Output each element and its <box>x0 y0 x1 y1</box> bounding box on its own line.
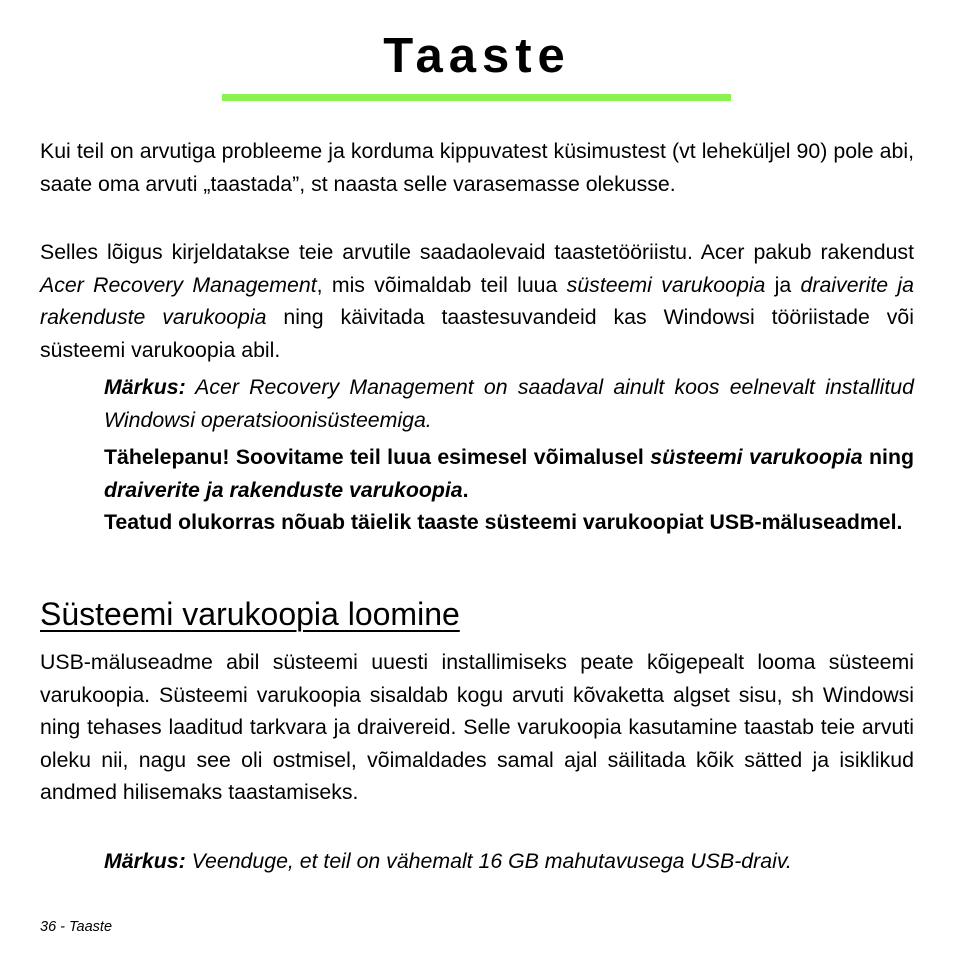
title-underline-bar <box>222 94 731 101</box>
intro-paragraph-1: Kui teil on arvutiga probleeme ja korduma kippuvatest küsimustest (vt leheküljel 90) pole abi, saate oma arvuti „taastada”, st naasta selle varasemasse olekusse. <box>40 139 914 196</box>
page-title: Taaste <box>383 29 571 83</box>
p2-text-e: ja <box>765 272 801 297</box>
p2-text-g: ning käivitada taastesuvandeid kas Windowsi tööriistade või süsteemi varukoopia abil. <box>40 305 914 362</box>
warning-text-e: . <box>462 477 469 502</box>
note-label: Märkus: <box>104 849 186 873</box>
page-footer: 36 - Taaste <box>40 919 113 935</box>
p2-text-a: Selles lõigus kirjeldatakse teie arvutile saadaolevaid taastetööriistu. Acer pakub rakendust <box>40 240 914 264</box>
note-text: Veenduge, et teil on vähemalt 16 GB mahutavusega USB-draiv. <box>185 849 792 873</box>
note-availability <box>104 371 914 436</box>
p2-system-backup: süsteemi varukoopia <box>566 272 766 297</box>
note-text: Acer Recovery Management on saadaval ainult koos eelnevalt installitud Windowsi operatsioonisüsteemiga. <box>104 375 914 432</box>
p2-drivers-backup: draiverite ja rakenduste varukoopia <box>40 272 914 329</box>
section-heading: Süsteemi varukoopia loomine <box>40 596 460 632</box>
p2-text-c: , mis võimaldab teil luua <box>316 272 567 297</box>
warning-backup <box>104 441 914 506</box>
section-body: USB-mäluseadme abil süsteemi uuesti installimiseks peate kõigepealt looma süsteemi varukoopia. Süsteemi varukoopia sisaldab kogu arvuti kõvaketta algset sisu, sh Windowsi ning tehases laaditud tarkvara ja draivereid. Selle varukoopia kasutamine taastab teie arvuti oleku nii, nagu see oli ostmisel, võimaldades samal ajal säilitada kõik sätted ja isiklikud andmed hilisemaks taastamiseks. <box>40 650 914 804</box>
warning-text-a: Tähelepanu! Soovitame teil luua esimesel võimalusel <box>104 445 651 469</box>
note-label: Märkus: <box>104 375 186 399</box>
intro-paragraph-2 <box>40 236 914 366</box>
warning-usb: Teatud olukorras nõuab täielik taaste süsteemi varukoopiat USB-mäluseadmel. <box>104 510 903 534</box>
warning-text-c: ning <box>862 445 914 469</box>
note-usb-capacity <box>104 845 914 878</box>
p2-app-name: Acer Recovery Management <box>40 272 317 297</box>
warning-drivers-backup: draiverite ja rakenduste varukoopia <box>104 477 463 502</box>
warning-system-backup: süsteemi varukoopia <box>650 445 863 469</box>
